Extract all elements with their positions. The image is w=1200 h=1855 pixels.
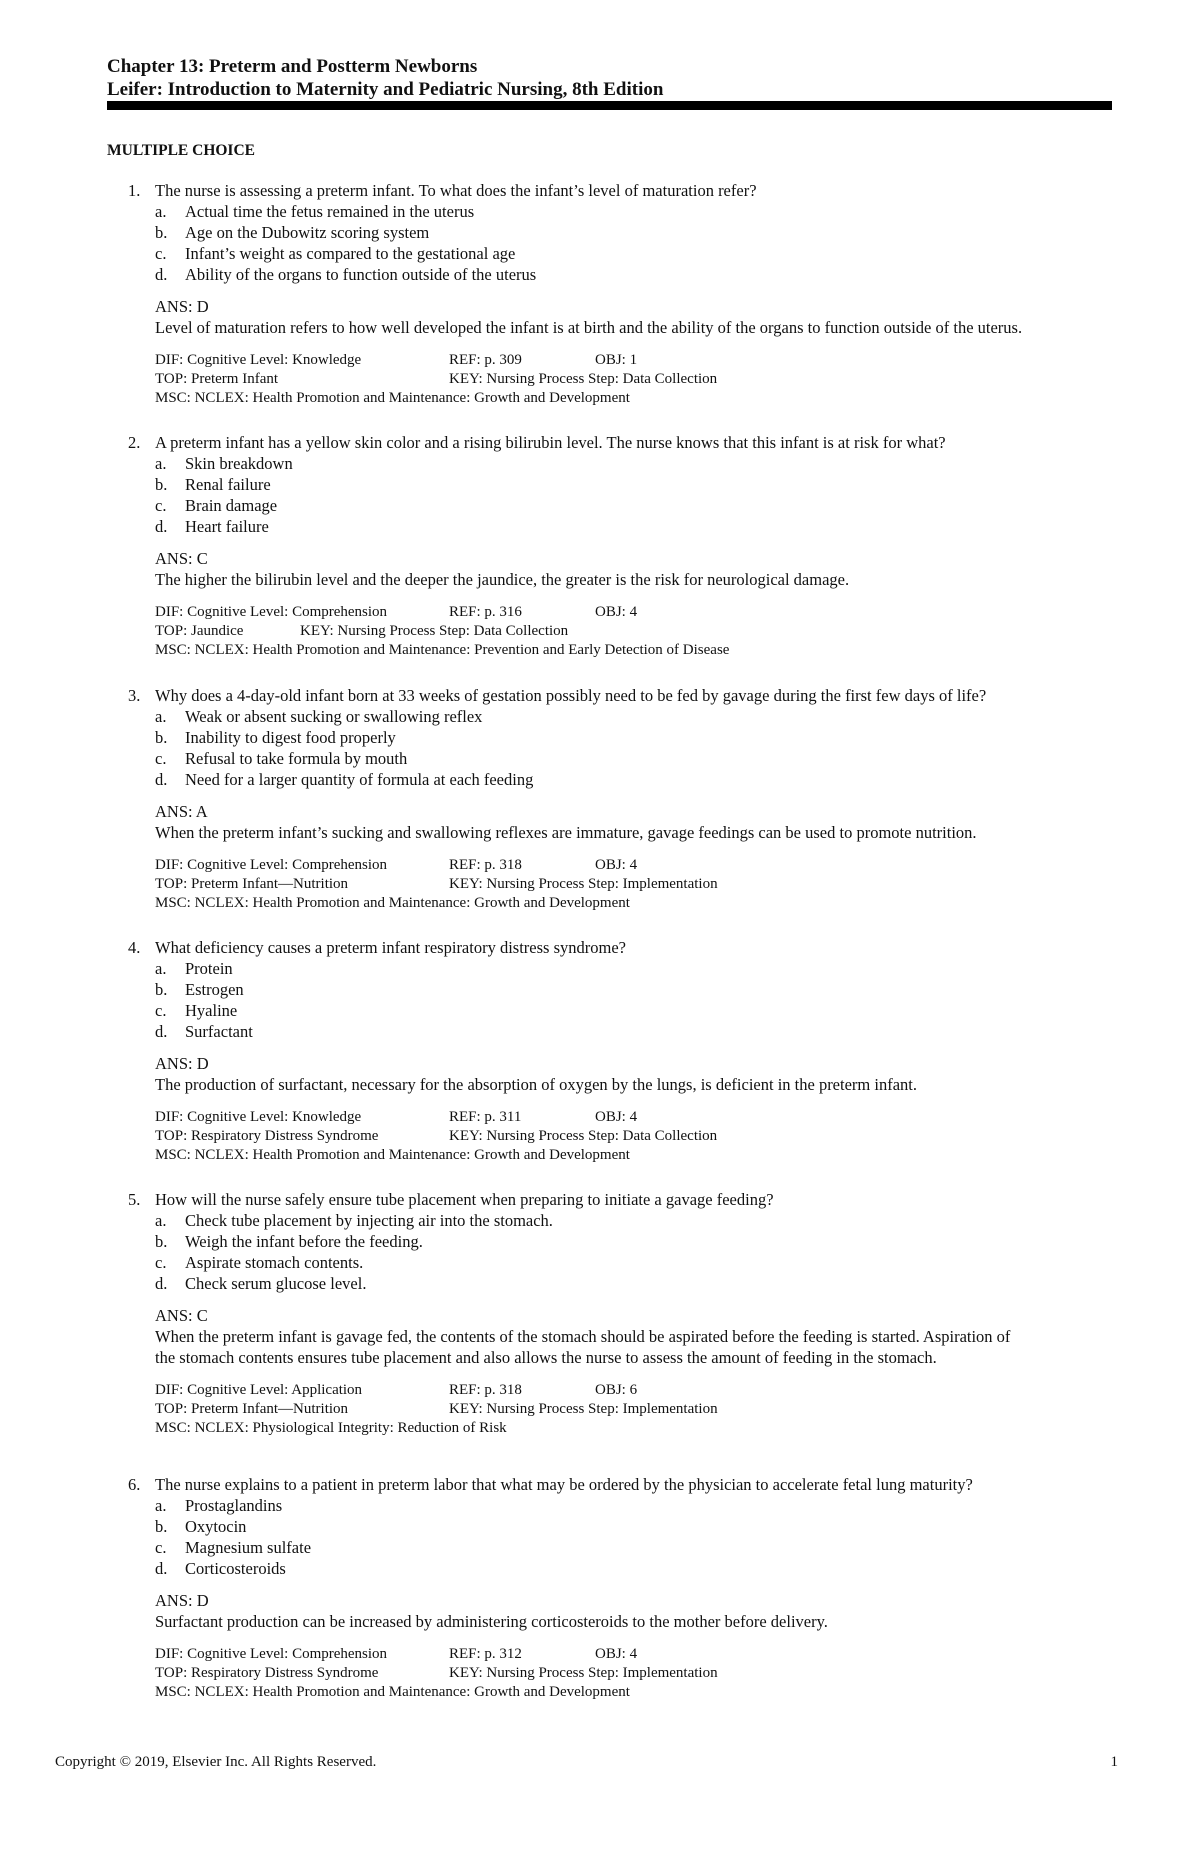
question-number: 6. (128, 1475, 141, 1494)
option-letter: a. (155, 1211, 167, 1230)
question-stem: How will the nurse safely ensure tube placement when preparing to initiate a gavage feeding? (155, 1190, 774, 1209)
option-text: Weak or absent sucking or swallowing reflex (185, 707, 483, 726)
option-letter: c. (155, 1538, 167, 1557)
meta-nclex-category: MSC: NCLEX: Physiological Integrity: Reduction of Risk (155, 1420, 507, 1436)
option-letter: a. (155, 959, 167, 978)
meta-objective: OBJ: 4 (595, 604, 638, 620)
option-text: Brain damage (185, 496, 278, 515)
meta-objective: OBJ: 1 (595, 352, 638, 368)
option-text: Prostaglandins (185, 1496, 283, 1515)
option-letter: b. (155, 1232, 168, 1251)
copyright: Copyright © 2019, Elsevier Inc. All Rights Reserved. (55, 1754, 377, 1770)
meta-key: KEY: Nursing Process Step: Data Collection (449, 1128, 718, 1144)
option-letter: d. (155, 1022, 168, 1041)
option-text: Oxytocin (185, 1517, 247, 1536)
question-number: 1. (128, 181, 141, 200)
question-number: 4. (128, 938, 141, 957)
meta-objective: OBJ: 4 (595, 857, 638, 873)
meta-objective: OBJ: 4 (595, 1109, 638, 1125)
option-letter: b. (155, 1517, 168, 1536)
option-letter: d. (155, 1559, 168, 1578)
option-letter: c. (155, 1001, 167, 1020)
meta-reference: REF: p. 312 (449, 1646, 522, 1662)
meta-nclex-category: MSC: NCLEX: Health Promotion and Maintenance: Growth and Development (155, 1684, 630, 1700)
meta-key: KEY: Nursing Process Step: Data Collection (300, 623, 569, 639)
meta-topic: TOP: Respiratory Distress Syndrome (155, 1665, 379, 1681)
meta-key: KEY: Nursing Process Step: Implementation (449, 876, 718, 892)
meta-difficulty: DIF: Cognitive Level: Knowledge (155, 1109, 362, 1125)
option-letter: d. (155, 770, 168, 789)
rationale-text: the stomach contents ensures tube placement and also allows the nurse to assess the amount of feeding in the stomach. (155, 1348, 937, 1367)
meta-nclex-category: MSC: NCLEX: Health Promotion and Maintenance: Growth and Development (155, 390, 630, 406)
option-text: Refusal to take formula by mouth (185, 749, 408, 768)
meta-difficulty: DIF: Cognitive Level: Comprehension (155, 1646, 388, 1662)
option-text: Infant’s weight as compared to the gestational age (185, 244, 516, 263)
option-letter: b. (155, 980, 168, 999)
option-text: Protein (185, 959, 233, 978)
answer-key: ANS: A (155, 802, 208, 821)
option-letter: b. (155, 475, 168, 494)
meta-key: KEY: Nursing Process Step: Implementation (449, 1665, 718, 1681)
option-letter: d. (155, 265, 168, 284)
answer-key: ANS: D (155, 1591, 209, 1610)
meta-difficulty: DIF: Cognitive Level: Comprehension (155, 604, 388, 620)
option-text: Need for a larger quantity of formula at each feeding (185, 770, 534, 789)
option-letter: d. (155, 517, 168, 536)
meta-difficulty: DIF: Cognitive Level: Comprehension (155, 857, 388, 873)
option-letter: c. (155, 496, 167, 515)
meta-topic: TOP: Jaundice (155, 623, 244, 639)
option-text: Aspirate stomach contents. (185, 1253, 364, 1272)
meta-difficulty: DIF: Cognitive Level: Knowledge (155, 352, 362, 368)
question-stem: A preterm infant has a yellow skin color and a rising bilirubin level. The nurse knows that this infant is at risk for what? (155, 433, 946, 452)
rationale-text: When the preterm infant’s sucking and swallowing reflexes are immature, gavage feedings can be used to promote nutrition. (155, 823, 977, 842)
rationale-text: The higher the bilirubin level and the deeper the jaundice, the greater is the risk for neurological damage. (155, 570, 850, 589)
meta-reference: REF: p. 318 (449, 1382, 522, 1398)
meta-topic: TOP: Preterm Infant—Nutrition (155, 876, 349, 892)
rationale-text: The production of surfactant, necessary for the absorption of oxygen by the lungs, is deficient in the preterm infant. (155, 1075, 917, 1094)
meta-topic: TOP: Preterm Infant (155, 371, 279, 387)
meta-nclex-category: MSC: NCLEX: Health Promotion and Maintenance: Growth and Development (155, 895, 630, 911)
meta-objective: OBJ: 6 (595, 1382, 638, 1398)
chapter-title: Chapter 13: Preterm and Postterm Newborns (107, 56, 478, 77)
option-text: Check tube placement by injecting air into the stomach. (185, 1211, 553, 1230)
option-letter: c. (155, 1253, 167, 1272)
option-text: Corticosteroids (185, 1559, 286, 1578)
meta-reference: REF: p. 318 (449, 857, 522, 873)
option-text: Age on the Dubowitz scoring system (185, 223, 430, 242)
option-text: Actual time the fetus remained in the uterus (185, 202, 475, 221)
question-number: 5. (128, 1190, 141, 1209)
meta-topic: TOP: Respiratory Distress Syndrome (155, 1128, 379, 1144)
option-text: Ability of the organs to function outside of the uterus (185, 265, 537, 284)
option-letter: c. (155, 244, 167, 263)
book-title: Leifer: Introduction to Maternity and Pediatric Nursing, 8th Edition (107, 79, 664, 100)
question-number: 2. (128, 433, 141, 452)
meta-key: KEY: Nursing Process Step: Implementation (449, 1401, 718, 1417)
meta-key: KEY: Nursing Process Step: Data Collection (449, 371, 718, 387)
meta-nclex-category: MSC: NCLEX: Health Promotion and Maintenance: Prevention and Early Detection of Disease (155, 642, 730, 658)
rationale-text: Level of maturation refers to how well developed the infant is at birth and the ability of the organs to function outside of the uterus. (155, 318, 1023, 337)
option-text: Renal failure (185, 475, 271, 494)
answer-key: ANS: C (155, 549, 208, 568)
meta-difficulty: DIF: Cognitive Level: Application (155, 1382, 363, 1398)
meta-reference: REF: p. 311 (449, 1109, 522, 1125)
option-text: Weigh the infant before the feeding. (185, 1232, 423, 1251)
option-letter: a. (155, 1496, 167, 1515)
option-letter: d. (155, 1274, 168, 1293)
meta-objective: OBJ: 4 (595, 1646, 638, 1662)
option-letter: a. (155, 454, 167, 473)
option-letter: b. (155, 728, 168, 747)
meta-nclex-category: MSC: NCLEX: Health Promotion and Maintenance: Growth and Development (155, 1147, 630, 1163)
option-text: Magnesium sulfate (185, 1538, 312, 1557)
page-number: 1 (1110, 1754, 1118, 1770)
option-letter: b. (155, 223, 168, 242)
option-text: Hyaline (185, 1001, 238, 1020)
section-title: MULTIPLE CHOICE (107, 142, 255, 159)
question-stem: The nurse is assessing a preterm infant. To what does the infant’s level of maturation refer? (155, 181, 757, 200)
rationale-text: When the preterm infant is gavage fed, the contents of the stomach should be aspirated before the feeding is started. Aspiration of (155, 1327, 1011, 1346)
question-number: 3. (128, 686, 141, 705)
option-text: Check serum glucose level. (185, 1274, 367, 1293)
answer-key: ANS: D (155, 297, 209, 316)
meta-reference: REF: p. 309 (449, 352, 522, 368)
option-text: Surfactant (185, 1022, 253, 1041)
option-text: Heart failure (185, 517, 269, 536)
option-text: Estrogen (185, 980, 244, 999)
question-stem: What deficiency causes a preterm infant respiratory distress syndrome? (155, 938, 626, 957)
meta-topic: TOP: Preterm Infant—Nutrition (155, 1401, 349, 1417)
option-text: Skin breakdown (185, 454, 293, 473)
question-stem: The nurse explains to a patient in preterm labor that what may be ordered by the physician to accelerate fetal lung maturity? (155, 1475, 973, 1494)
option-text: Inability to digest food properly (185, 728, 396, 747)
option-letter: a. (155, 707, 167, 726)
rationale-text: Surfactant production can be increased by administering corticosteroids to the mother before delivery. (155, 1612, 828, 1631)
answer-key: ANS: C (155, 1306, 208, 1325)
answer-key: ANS: D (155, 1054, 209, 1073)
question-stem: Why does a 4-day-old infant born at 33 weeks of gestation possibly need to be fed by gavage during the first few days of life? (155, 686, 987, 705)
option-letter: a. (155, 202, 167, 221)
meta-reference: REF: p. 316 (449, 604, 522, 620)
option-letter: c. (155, 749, 167, 768)
